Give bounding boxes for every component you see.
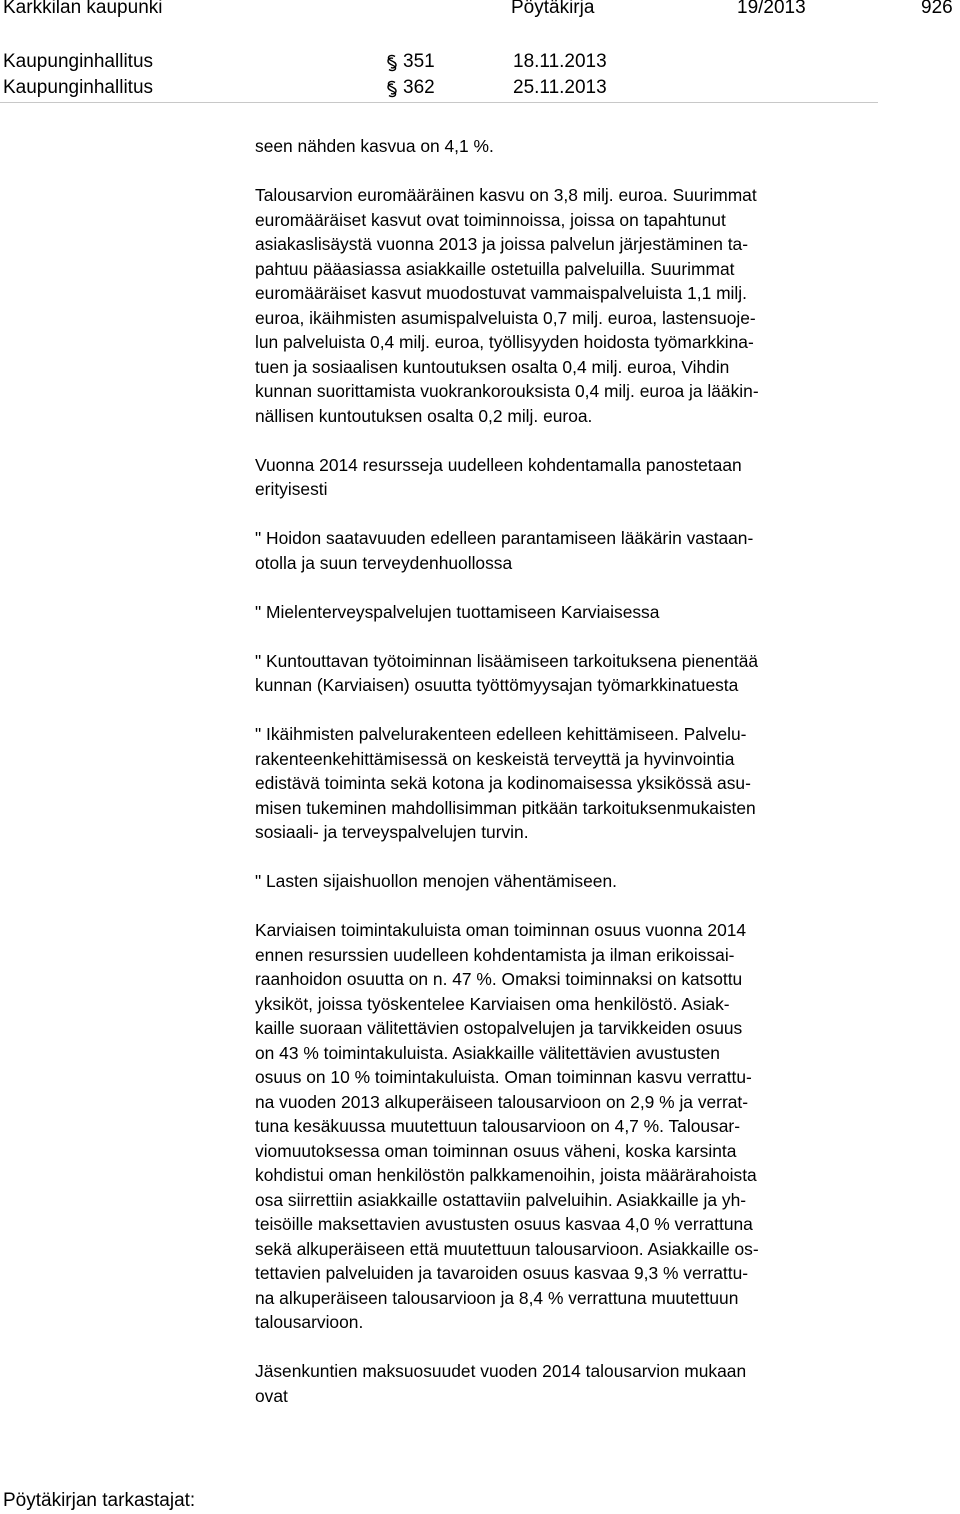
- text-line: pahtuu pääasiassa asiakkaille ostetuilla palveluilla. Suurimmat: [255, 258, 735, 279]
- paragraph: [255, 869, 895, 894]
- section-sign-icon: [385, 54, 399, 72]
- text-line: " Lasten sijaishuollon menojen vähentämiseen.: [255, 871, 617, 891]
- text-line: edistävä toiminta sekä kotona ja kodinomaisessa yksikössä asu-: [255, 773, 751, 793]
- paragraph: [255, 1359, 895, 1408]
- text-line: otolla ja suun terveydenhuollossa: [255, 552, 513, 573]
- text-line: lun palveluista 0,4 milj. euroa, työllisyyden hoidosta työmarkkina-: [255, 332, 754, 352]
- text-line: kunnan suorittamista vuokrankorouksista 0,4 milj. euroa ja lääkin-: [255, 381, 759, 401]
- text-line: " Mielenterveyspalvelujen tuottamiseen Karviaisessa: [255, 601, 660, 622]
- paragraph: [255, 918, 895, 1335]
- text-line: euromääräiset kasvut muodostuvat vammaispalveluista 1,1 milj.: [255, 283, 747, 303]
- text-line: " Hoidon saatavuuden edelleen parantamiseen lääkärin vastaan-: [255, 528, 754, 548]
- text-line: euroa, ikäihmisten asumispalveluista 0,7 milj. euroa, lastensuoje-: [255, 307, 756, 328]
- text-line: " Kuntouttavan työtoiminnan lisäämiseen tarkoituksena pienentää: [255, 650, 759, 671]
- document-type: Pöytäkirja: [511, 0, 595, 18]
- issue-number: 19/2013: [737, 0, 806, 18]
- meeting-body-1: Kaupunginhallitus: [3, 51, 154, 72]
- paragraph: [255, 134, 895, 159]
- paragraph: [255, 649, 895, 698]
- text-line: sekä alkuperäiseen että muutettuun talousarvioon. Asiakkaille os-: [255, 1238, 759, 1259]
- paragraph: [255, 453, 895, 502]
- text-line: euromääräiset kasvut ovat toiminnoissa, joissa on tapahtunut: [255, 209, 726, 230]
- text-line: seen nähden kasvua on 4,1 %.: [255, 136, 494, 156]
- paragraph: [255, 526, 895, 575]
- text-line: kaille suoraan välitettävien ostopalvelujen ja tarvikkeiden osuus: [255, 1018, 743, 1038]
- text-line: ennen resurssien uudelleen kohdentamista ja ilman erikoissai-: [255, 944, 735, 965]
- text-line: na alkuperäiseen talousarvioon ja 8,4 % verrattuna muutettuun: [255, 1287, 739, 1308]
- text-line: on 43 % toimintakuluista. Asiakkaille välitettävien avustusten: [255, 1042, 720, 1063]
- text-line: talousarvioon.: [255, 1312, 364, 1332]
- text-line: viomuutoksessa oman toiminnan osuus väheni, koska karsinta: [255, 1140, 737, 1161]
- text-line: Talousarvion euromääräinen kasvu on 3,8 milj. euroa. Suurimmat: [255, 185, 757, 205]
- text-line: kunnan (Karviaisen) osuutta työttömyysajan työmarkkinatuesta: [255, 675, 739, 695]
- meeting-section-1: 351: [403, 51, 435, 72]
- meeting-section-2: 362: [403, 77, 435, 98]
- paragraph: [255, 600, 895, 625]
- text-line: osuus on 10 % toimintakuluista. Oman toiminnan kasvu verrattu-: [255, 1067, 752, 1087]
- meeting-date-1: 18.11.2013: [513, 51, 607, 72]
- text-line: na vuoden 2013 alkuperäiseen talousarvioon on 2,9 % ja verrat-: [255, 1091, 749, 1112]
- header-divider: [0, 102, 878, 103]
- section-sign-icon: [385, 80, 399, 98]
- org-name: Karkkilan kaupunki: [3, 0, 163, 18]
- paragraph: [255, 722, 895, 845]
- text-line: misen tukeminen mahdollisimman pitkään tarkoituksenmukaisten: [255, 797, 756, 818]
- text-line: tettavien palveluiden ja tavaroiden osuus kasvaa 9,3 % verrattu-: [255, 1263, 749, 1283]
- text-line: tuen ja sosiaalisen kuntoutuksen osalta 0,4 milj. euroa, Vihdin: [255, 356, 730, 377]
- text-line: nällisen kuntoutuksen osalta 0,2 milj. euroa.: [255, 405, 593, 426]
- text-line: asiakaslisäystä vuonna 2013 ja joissa palvelun järjestäminen ta-: [255, 234, 749, 254]
- meeting-body-2: Kaupunginhallitus: [3, 77, 154, 98]
- footer-label: Pöytäkirjan tarkastajat:: [3, 1490, 196, 1511]
- page-number: 926: [921, 0, 953, 18]
- meeting-date-2: 25.11.2013: [513, 77, 607, 98]
- text-line: Karviaisen toimintakuluista oman toiminnan osuus vuonna 2014: [255, 920, 747, 940]
- text-line: teisöille maksettavien avustusten osuus kasvaa 4,0 % verrattuna: [255, 1214, 753, 1234]
- text-line: rakenteenkehittämisessä on keskeistä terveyttä ja hyvinvointia: [255, 748, 735, 769]
- text-line: yksiköt, joissa työskentelee Karviaisen oma henkilöstö. Asiak-: [255, 993, 730, 1014]
- paragraph: [255, 183, 895, 428]
- text-line: osa siirrettiin asiakkaille ostattaviin palveluihin. Asiakkaille ja yh-: [255, 1189, 747, 1210]
- text-line: Jäsenkuntien maksuosuudet vuoden 2014 talousarvion mukaan: [255, 1361, 747, 1381]
- text-line: raanhoidon osuutta on n. 47 %. Omaksi toiminnaksi on katsottu: [255, 969, 743, 989]
- text-line: " Ikäihmisten palvelurakenteen edelleen kehittämiseen. Palvelu-: [255, 724, 747, 744]
- text-line: ovat: [255, 1385, 288, 1406]
- text-line: tuna kesäkuussa muutettuun talousarvioon on 4,7 %. Talousar-: [255, 1116, 740, 1136]
- text-line: kohdistui oman henkilöstön palkkamenoihin, joista määrärahoista: [255, 1165, 757, 1185]
- text-line: Vuonna 2014 resursseja uudelleen kohdentamalla panostetaan: [255, 454, 742, 475]
- document-body: [255, 134, 895, 1433]
- text-line: sosiaali- ja terveyspalvelujen turvin.: [255, 822, 529, 842]
- text-line: erityisesti: [255, 479, 328, 499]
